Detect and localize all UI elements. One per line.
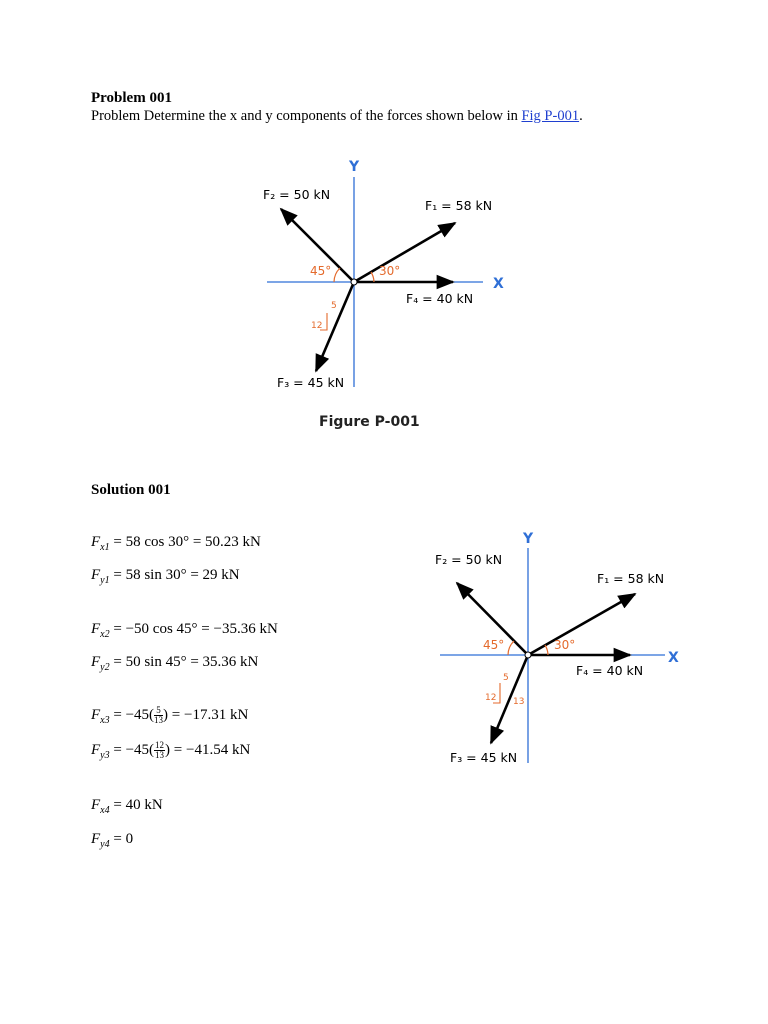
force-f1-label: F₁ = 58 kN — [597, 571, 665, 586]
equation-fx3 — [91, 706, 248, 726]
eq-symbol: F — [91, 741, 101, 758]
eq-rhs: = 58 sin 30° = 29 kN — [113, 567, 240, 583]
x-axis-label: X — [668, 650, 679, 666]
eq-subscript: y4 — [100, 839, 110, 850]
equation-fy3 — [91, 741, 250, 761]
force-f1-arrow — [354, 223, 455, 282]
eq-symbol: F — [91, 654, 101, 670]
problem-statement — [91, 108, 583, 125]
eq-symbol: F — [91, 706, 101, 723]
slope-run-label: 12 — [485, 693, 497, 703]
solution-title: Solution 001 — [91, 482, 171, 498]
y-axis-label: Y — [523, 531, 534, 547]
equation-fx1 — [91, 534, 261, 553]
x-axis-label: X — [493, 276, 504, 292]
figure-p001 — [255, 155, 555, 435]
force-f1-label: F₁ = 58 kN — [425, 198, 493, 213]
angle-arc-45 — [334, 268, 340, 282]
slope-rise-label: 5 — [503, 673, 509, 683]
eq-subscript: x1 — [100, 542, 110, 553]
eq-rhs: = 40 kN — [113, 797, 163, 813]
eq-rhs-post: ) = −41.54 kN — [165, 741, 251, 758]
origin-point — [525, 652, 531, 658]
angle-label-30: 30° — [554, 638, 576, 652]
eq-rhs-post: ) = −17.31 kN — [163, 706, 249, 723]
eq-subscript: y1 — [100, 575, 110, 586]
equation-fy4 — [91, 831, 133, 850]
eq-fraction — [154, 741, 165, 760]
eq-rhs: = 58 cos 30° = 50.23 kN — [113, 534, 261, 550]
equation-fx2 — [91, 621, 278, 640]
frac-numerator: 12 — [155, 740, 165, 750]
fig-p001-link[interactable]: Fig P-001 — [521, 108, 580, 124]
equation-fy1 — [91, 567, 240, 586]
force-f4-label: F₄ = 40 kN — [576, 663, 644, 678]
problem-statement-end: . — [579, 108, 583, 124]
eq-symbol: F — [91, 797, 101, 813]
angle-label-30: 30° — [379, 264, 401, 278]
slope-run-label: 12 — [311, 321, 323, 331]
eq-subscript: x3 — [100, 714, 110, 726]
eq-rhs-pre: = −45( — [113, 706, 155, 723]
force-f2-label: F₂ = 50 kN — [263, 187, 331, 202]
eq-symbol: F — [91, 831, 101, 847]
eq-rhs: = −50 cos 45° = −35.36 kN — [113, 621, 278, 637]
equation-fy2 — [91, 654, 258, 673]
equation-fx4 — [91, 797, 163, 816]
eq-rhs: = 50 sin 45° = 35.36 kN — [113, 654, 259, 670]
eq-symbol: F — [91, 534, 101, 550]
force-f4-label: F₄ = 40 kN — [406, 291, 474, 306]
eq-symbol: F — [91, 567, 101, 583]
problem-title: Problem 001 — [91, 90, 172, 106]
eq-rhs: = 0 — [113, 831, 134, 847]
angle-arc-45 — [508, 641, 514, 655]
angle-label-45: 45° — [483, 638, 505, 652]
eq-subscript: x4 — [100, 805, 110, 816]
force-f1-arrow — [528, 594, 635, 655]
origin-point — [351, 279, 357, 285]
angle-arc-30 — [371, 272, 374, 282]
eq-symbol: F — [91, 621, 101, 637]
eq-subscript: y3 — [100, 749, 110, 761]
eq-subscript: x2 — [100, 629, 110, 640]
eq-subscript: y2 — [100, 662, 110, 673]
frac-numerator: 5 — [154, 706, 163, 716]
eq-rhs-pre: = −45( — [113, 741, 155, 758]
figure-caption: Figure P-001 — [319, 414, 420, 430]
angle-label-45: 45° — [310, 264, 332, 278]
frac-denominator: 13 — [154, 715, 164, 725]
slope-rise-label: 5 — [331, 301, 337, 311]
figure-solution — [425, 528, 695, 778]
force-f3-label: F₃ = 45 kN — [277, 375, 345, 390]
eq-fraction — [154, 706, 163, 725]
slope-hyp-label: 13 — [513, 697, 525, 707]
angle-arc-30 — [545, 645, 548, 655]
force-f3-label: F₃ = 45 kN — [450, 750, 518, 765]
y-axis-label: Y — [349, 159, 360, 175]
force-f2-label: F₂ = 50 kN — [435, 552, 503, 567]
frac-denominator: 13 — [155, 750, 165, 760]
problem-statement-text: Problem Determine the x and y components of the forces shown below in — [91, 108, 522, 124]
